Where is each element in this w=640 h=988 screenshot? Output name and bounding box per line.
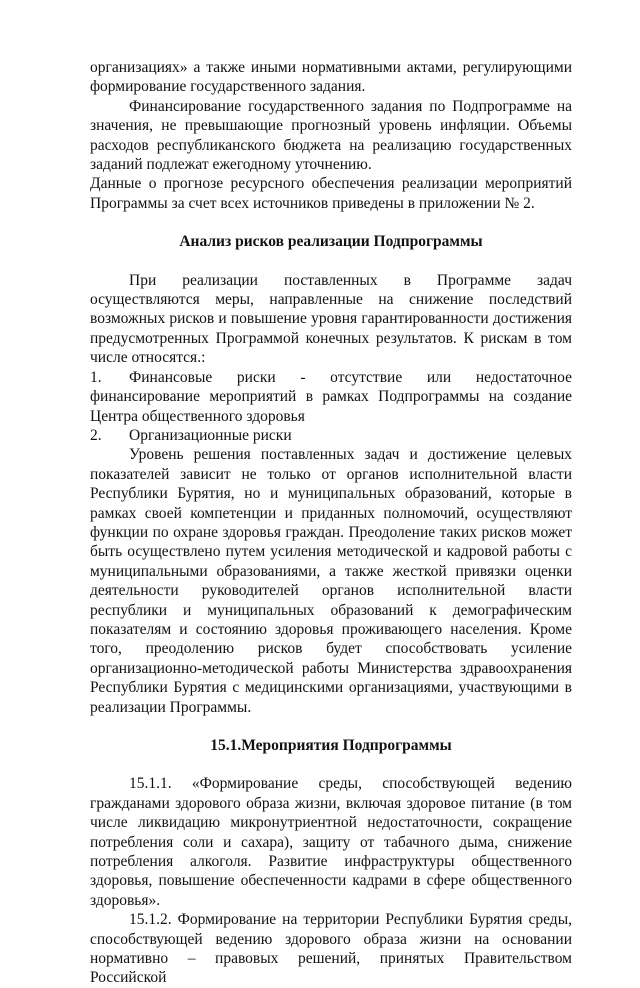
risk-item-text: Организационные риски	[129, 426, 292, 444]
heading-risk-analysis: Анализ рисков реализации Подпрограммы	[179, 233, 483, 251]
risk-item-organizational	[90, 426, 572, 445]
paragraph-financing: Финансирование государственного задания по Подпрограмме на значения, не превышающие прогнозный уровень инфляции. Объемы расходов республиканского бюджета на реализацию государственных заданий подлежат ежегодному уточнению.	[90, 97, 572, 174]
risk-item-number: 1.	[90, 368, 102, 386]
risk-item-text: Финансовые риски - отсутствие или недостаточное финансирование мероприятий в рамках Подпрограммы на создание Центра общественного здоровья	[90, 368, 572, 425]
risk-item-financial	[90, 368, 572, 426]
paragraph-risks-intro: При реализации поставленных в Программе задач осуществляются меры, направленные на снижение последствий возможных рисков и повышение уровня гарантированности достижения предусмотренных Программой конечных результатов. К рискам в том числе относятся.:	[90, 271, 572, 367]
paragraph-resource-forecast: Данные о прогнозе ресурсного обеспечения реализации мероприятий Программы за счет всех источников приведены в приложении № 2.	[90, 175, 572, 212]
paragraph-state-assignment-end: организациях» а также иными нормативными актами, регулирующими формирование государственного задания.	[90, 59, 572, 96]
heading-subprogram-measures: 15.1.Мероприятия Подпрограммы	[210, 737, 452, 754]
paragraph-risk-mitigation: Уровень решения поставленных задач и достижение целевых показателей зависит не только от органов исполнительной власти Республики Бурятия, но и муниципальных образований, которые в рамках своей компетенции и приданных полномочий, осуществляют функции по охране здоровья граждан. Преодоление таких рисков может быть осуществлено путем усиления методической и кадровой работы с муниципальными образованиями, а также жесткой привязки оценки деятельности руководителей органов исполнительной власти республики и муниципальных образований к демографическим показателям и состоянию здоровья проживающего населения. Кроме того, преодолению рисков будет способствовать усиление организационно-методической работы Министерства здравоохранения Республики Бурятия с медицинскими организациями, участвующими в реализации Программы.	[90, 446, 572, 716]
paragraph-measure-15-1-1: 15.1.1. «Формирование среды, способствующей ведению гражданами здорового образа жизни, включая здоровое питание (в том числе ликвидацию микронутриентной недостаточности, сокращение потребления соли и сахара), защиту от табачного дыма, снижение потребления алкоголя. Развитие инфраструктуры общественного здоровья, повышение обеспеченности кадрами в сфере общественного здоровья».	[90, 775, 572, 909]
risk-item-number: 2.	[90, 426, 102, 444]
paragraph-measure-15-1-2: 15.1.2. Формирование на территории Республики Бурятия среды, способствующей ведению здорового образа жизни на основании нормативно – правовых решений, принятых Правительством Российской	[90, 911, 572, 987]
document-page	[90, 58, 572, 988]
